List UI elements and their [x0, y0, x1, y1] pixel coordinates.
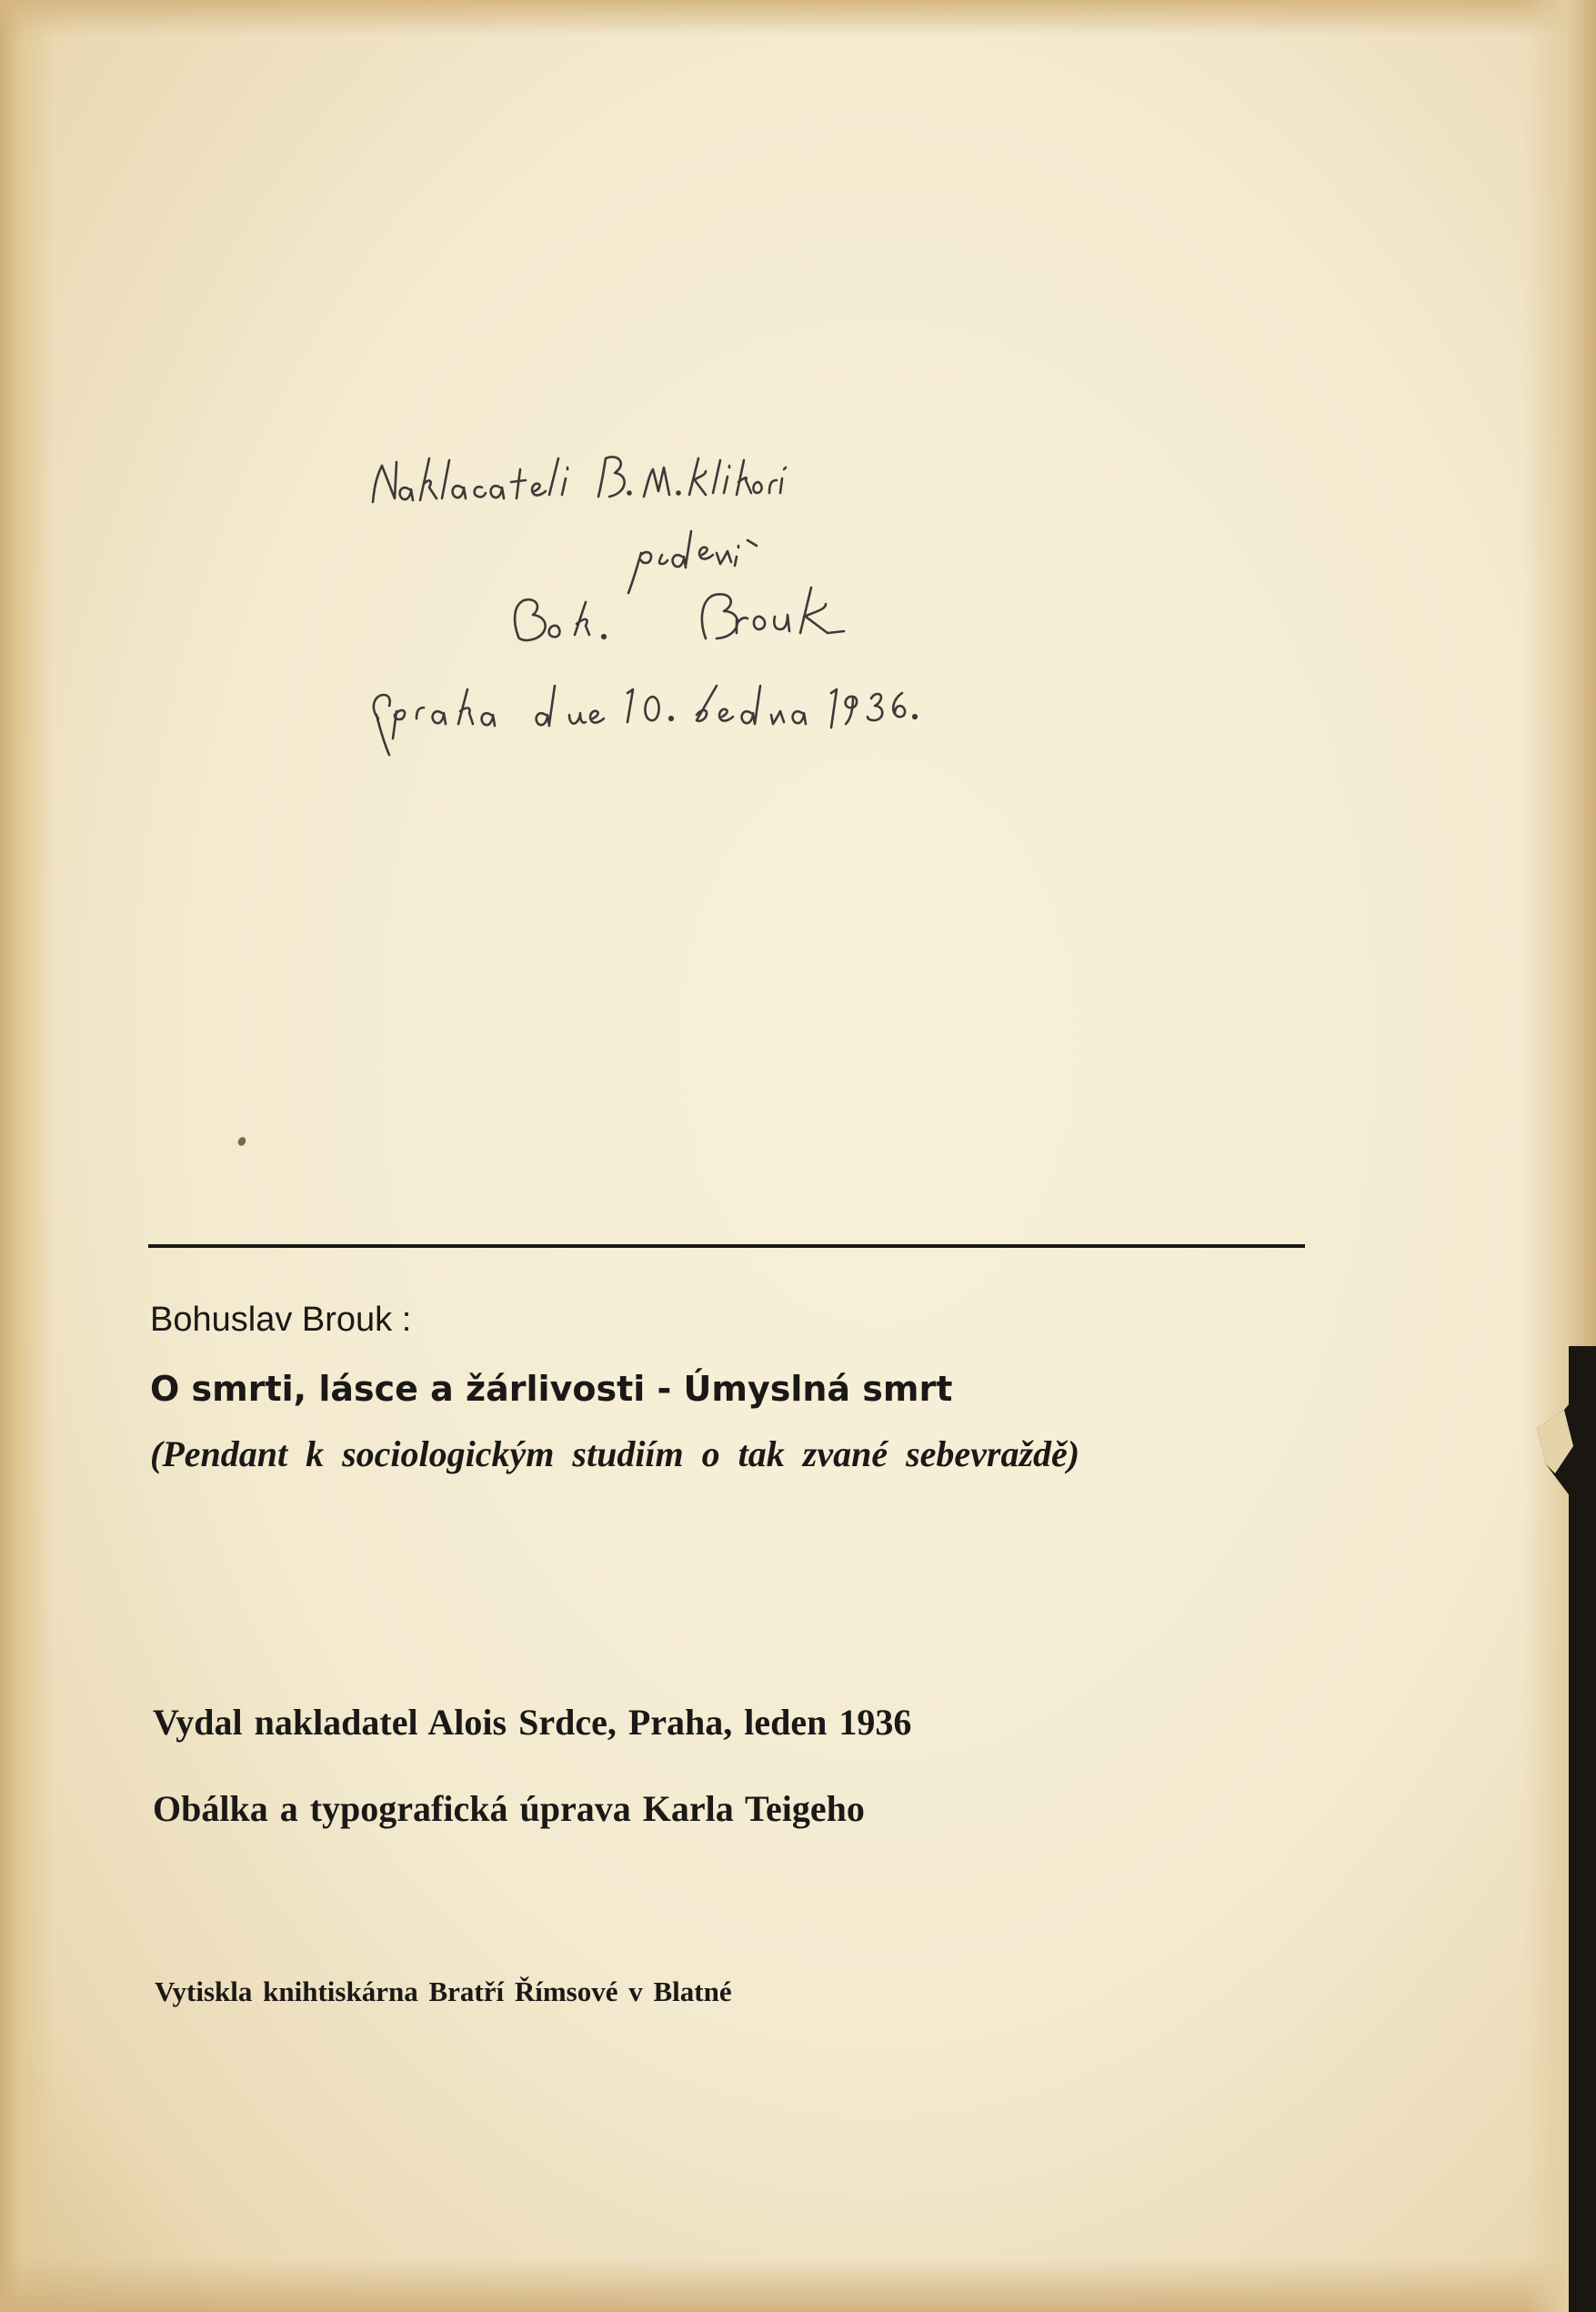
paper-edge-bottom: [0, 2257, 1596, 2312]
paper-edge-top: [0, 0, 1596, 36]
torn-corner-icon: [1537, 1373, 1596, 1537]
handwritten-dedication: [355, 446, 1173, 773]
book-title: O smrti, lásce a žárlivosti - Úmyslná smrt: [150, 1369, 953, 1409]
author-name: Bohuslav Brouk :: [150, 1301, 412, 1339]
cover-design-line: Obálka a typografická úprava Karla Teigeho: [153, 1788, 865, 1829]
printer-line: Vytiskla knihtiskárna Bratří Římsové v Blatné: [155, 1975, 732, 2007]
horizontal-rule: [148, 1244, 1305, 1248]
paper-edge-left: [0, 0, 55, 2312]
paper-speck: [236, 1136, 247, 1148]
publisher-line: Vydal nakladatel Alois Srdce, Praha, leden 1936: [153, 1702, 912, 1743]
book-subtitle: (Pendant k sociologickým studiím o tak zvané sebevraždě): [150, 1433, 1080, 1474]
